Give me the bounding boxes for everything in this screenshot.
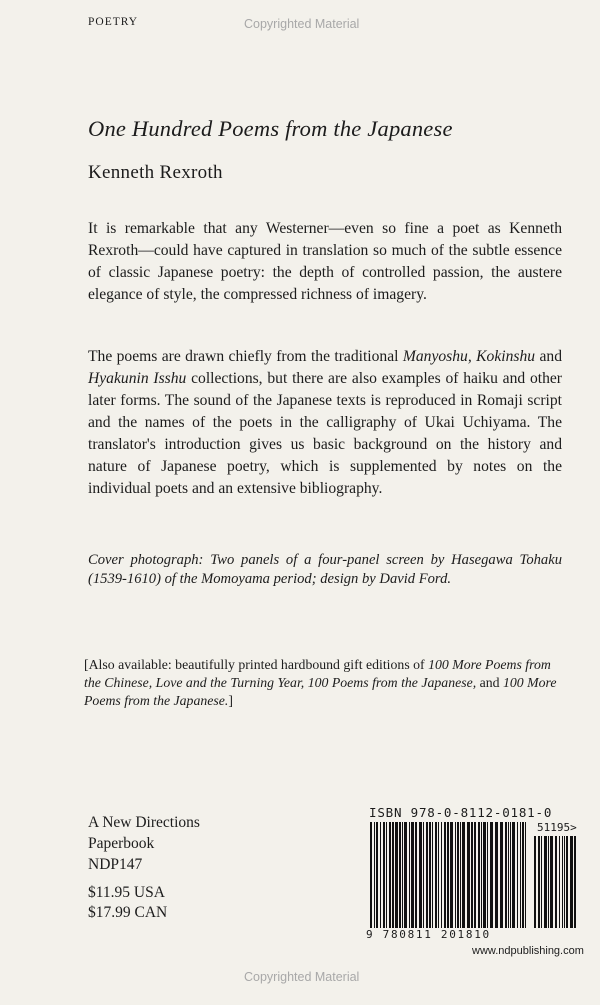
publisher-line-2: Paperbook <box>88 835 155 852</box>
price-code-label: 51195> <box>537 821 577 834</box>
barcode-addon-bar <box>566 836 568 928</box>
ean-digits: 9 780811 201810 <box>366 928 491 941</box>
p2-and: and <box>535 348 562 365</box>
barcode-bar <box>392 822 394 928</box>
barcode-bar <box>512 822 515 928</box>
barcode-addon-bar <box>564 836 565 928</box>
barcode-bar <box>426 822 428 928</box>
watermark-bottom: Copyrighted Material <box>244 970 360 984</box>
description-paragraph-2 <box>88 346 562 500</box>
barcode-addon-bar <box>534 836 536 928</box>
barcode-addon-bar <box>548 836 549 928</box>
barcode-bar <box>450 822 453 928</box>
also-close: ] <box>228 693 233 708</box>
also-and: and <box>476 675 503 690</box>
barcode-addon-bar <box>570 836 573 928</box>
barcode-bar <box>402 822 403 928</box>
barcode-bar <box>411 822 414 928</box>
cover-credit: Cover photograph: Two panels of a four-panel screen by Hasegawa Tohaku (1539-1610) of the Momoyama period; design by David Ford. <box>88 552 562 587</box>
barcode-bar <box>415 822 417 928</box>
publisher-website: www.ndpublishing.com <box>472 945 584 957</box>
barcode-bar <box>380 822 381 928</box>
barcode-addon-bar <box>559 836 560 928</box>
barcode-bar <box>423 822 424 928</box>
barcode-addon-bar <box>555 836 557 928</box>
barcode-bar <box>376 822 378 928</box>
also-available-note <box>84 656 564 710</box>
barcode-bar <box>444 822 446 928</box>
isbn-label: ISBN 978-0-8112-0181-0 <box>369 805 553 820</box>
p2-work-kokinshu: Kokinshu <box>476 348 536 365</box>
barcode-bar <box>495 822 498 928</box>
category-label: POETRY <box>88 16 139 28</box>
barcode-bar <box>525 822 526 928</box>
barcode-bar <box>483 822 486 928</box>
barcode-bar <box>508 822 509 928</box>
barcode-bar <box>386 822 387 928</box>
price-usa: $11.95 USA <box>88 884 165 901</box>
barcode-bar <box>435 822 437 928</box>
barcode-bar <box>457 822 459 928</box>
barcode-bar <box>404 822 407 928</box>
p2-work-hyakunin: Hyakunin Isshu <box>88 370 187 387</box>
also-open: [Also available: beautifully printed hardbound gift editions of <box>84 657 429 672</box>
barcode-addon-bar <box>541 836 542 928</box>
barcode-bar <box>395 822 398 928</box>
barcode-addon-bar <box>574 836 576 928</box>
barcode-bar <box>520 822 521 928</box>
barcode-bar <box>438 822 439 928</box>
p2-rest: collections, but there are also examples of haiku and other later forms. The sound of the Japanese texts is reproduced in Romaji script and the names of the poets in the calligraphy of Ukai Uchiyama. The translator's introduction gives us basic background on the history and nature of Japanese poetry, which is supplemented by notes on the individual poets and an extensive bibliography. <box>88 370 562 497</box>
watermark-top: Copyrighted Material <box>244 17 360 31</box>
price-can: $17.99 CAN <box>88 904 168 921</box>
barcode-bar <box>432 822 433 928</box>
barcode-addon-bar <box>562 836 563 928</box>
barcode-bar <box>429 822 431 928</box>
barcode-bar <box>500 822 503 928</box>
book-title: One Hundred Poems from the Japanese <box>88 116 453 141</box>
barcode-bar <box>447 822 449 928</box>
book-author: Kenneth Rexroth <box>88 162 223 183</box>
p2-intro: The poems are drawn chiefly from the traditional <box>88 348 403 365</box>
barcode-bar <box>478 822 480 928</box>
barcode-bar <box>474 822 476 928</box>
barcode-bar <box>455 822 456 928</box>
barcode-addon-bar <box>550 836 553 928</box>
barcode-bar <box>419 822 422 928</box>
barcode-bar <box>490 822 493 928</box>
barcode-bar <box>462 822 465 928</box>
also-titles-1: 100 More Poems from the Chinese, Love and the Turning Year, 100 Poems from the Japanese, <box>84 657 551 690</box>
barcode-bar <box>487 822 488 928</box>
barcode-bar <box>481 822 482 928</box>
barcode-addon-bar <box>538 836 540 928</box>
publisher-block <box>88 812 200 875</box>
barcode-bar <box>409 822 410 928</box>
publisher-line-1: A New Directions <box>88 814 200 831</box>
barcode-bar <box>471 822 473 928</box>
barcode-bar <box>389 822 391 928</box>
p2-work-manyoshu: Manyoshu, <box>402 348 472 365</box>
description-paragraph-1: It is remarkable that any Westerner—even so fine a poet as Kenneth Rexroth—could have captured in translation so much of the subtle essence of classic Japanese poetry: the depth of controlled passion, the austere elegance of style, the compressed richness of imagery. <box>88 220 562 303</box>
publisher-line-3: NDP147 <box>88 856 143 873</box>
barcode-bar <box>510 822 511 928</box>
barcode-bar <box>467 822 470 928</box>
price-block <box>88 883 167 923</box>
barcode-bar <box>370 822 372 928</box>
barcode-bar <box>383 822 385 928</box>
barcode-icon <box>368 822 579 928</box>
also-titles-2: 100 More Poems from the Japanese. <box>84 675 557 708</box>
barcode-bar <box>505 822 507 928</box>
barcode-bar <box>374 822 375 928</box>
barcode-bar <box>460 822 461 928</box>
barcode-bar <box>441 822 442 928</box>
barcode-bar <box>522 822 524 928</box>
barcode-bar <box>517 822 518 928</box>
barcode-bar <box>399 822 401 928</box>
barcode-addon-bar <box>544 836 547 928</box>
